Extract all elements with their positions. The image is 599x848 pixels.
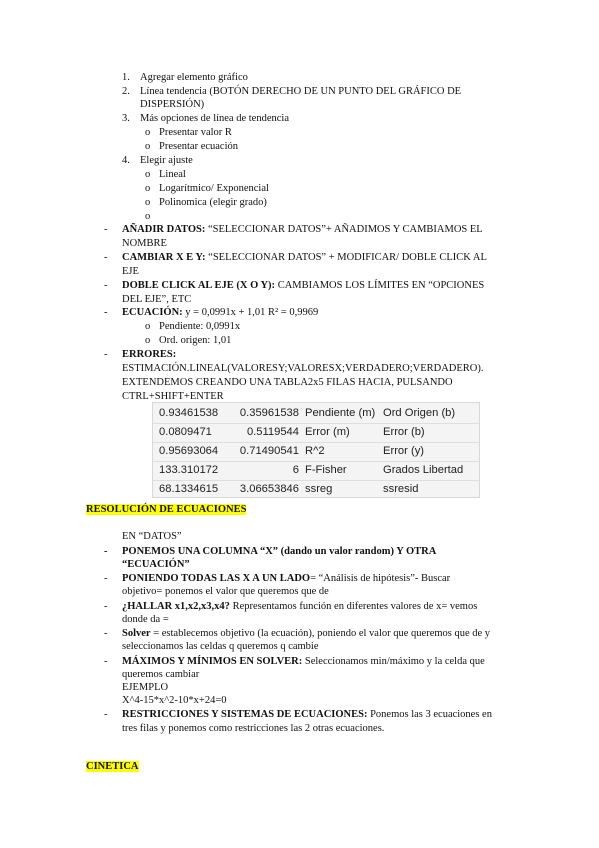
table-cell: 3.06653846	[239, 483, 299, 495]
table-row	[153, 403, 479, 424]
sub-bullet: o	[145, 141, 151, 152]
sub-bullet: o	[145, 169, 151, 180]
table-cell: 0.5119544	[246, 426, 299, 438]
item-text: y = 0,0991x + 1,01 R² = 0,9969	[182, 307, 319, 318]
item-label: DOBLE CLICK AL EJE (X O Y):	[122, 280, 276, 291]
table-cell: R^2	[305, 445, 325, 457]
list-item: Agregar elemento gráfico	[140, 72, 248, 83]
sub-bullet: o	[145, 127, 151, 138]
item-restricciones	[122, 708, 492, 722]
sub-bullet: o	[145, 197, 151, 208]
dash-bullet: -	[104, 573, 108, 584]
table-cell: Ord Origen (b)	[383, 407, 456, 419]
table-cell: 0.35961538	[239, 407, 299, 419]
section-heading-cinetica	[86, 760, 139, 774]
table-cell: 0.71490541	[239, 445, 299, 457]
dash-bullet: -	[104, 656, 108, 667]
item-doble	[122, 279, 484, 293]
item-continuation: donde da =	[122, 614, 169, 625]
item-label: ECUACIÓN:	[122, 307, 183, 318]
example-label: EJEMPLO	[122, 682, 169, 693]
sub-item: Polinomica (elegir grado)	[159, 197, 267, 208]
item-continuation: EJE	[122, 266, 139, 277]
item-label: PONIENDO TODAS LAS X A UN LADO	[122, 573, 311, 584]
item-text: “SELECCIONAR DATOS”+ AÑADIMOS Y CAMBIAMOS EL	[205, 224, 483, 235]
table-cell: 6	[292, 464, 299, 476]
table-cell: ssreg	[305, 483, 333, 495]
table-cell: 0.93461538	[159, 407, 219, 419]
item-ecuacion	[122, 306, 318, 320]
item-continuation: NOMBRE	[122, 238, 167, 249]
item-text: CTRL+SHIFT+ENTER	[122, 391, 224, 402]
sub-item: Presentar valor R	[159, 127, 232, 138]
list-item: Elegir ajuste	[140, 155, 193, 166]
table-cell: Pendiente (m)	[305, 407, 376, 419]
sub-item: Presentar ecuación	[159, 141, 239, 152]
list-number: 1.	[122, 72, 130, 83]
en-datos-label: EN “DATOS”	[122, 531, 182, 542]
item-text: = “Análisis de hipótesis”- Buscar	[310, 573, 451, 584]
table-row	[153, 441, 479, 462]
dash-bullet: -	[104, 546, 108, 557]
item-cambiar	[122, 251, 487, 265]
item-text: ESTIMACIÓN.LINEAL(VALORESY;VALORESX;VERDADERO;VERDADERO).	[122, 363, 484, 374]
item-text: EXTENDEMOS CREANDO UNA TABLA2x5 FILAS HACIA, PULSANDO	[122, 377, 453, 388]
item-poniendo	[122, 572, 450, 586]
table-row	[153, 422, 479, 443]
list-item: Línea tendencia (BOTÓN DERECHO DE UN PUNTO DEL GRÁFICO DE	[140, 86, 462, 97]
list-number: 4.	[122, 155, 130, 166]
sub-bullet: o	[145, 335, 151, 346]
item-label: Solver	[122, 628, 151, 639]
item-continuation: tres filas y ponemos como restricciones las 2 otras ecuaciones.	[122, 723, 385, 734]
spreadsheet-table	[152, 402, 480, 498]
table-cell: Error (b)	[383, 426, 425, 438]
sub-item: Pendiente: 0,0991x	[159, 321, 241, 332]
table-cell: 68.1334615	[159, 483, 219, 495]
table-cell: ssresid	[383, 483, 419, 495]
dash-bullet: -	[104, 628, 108, 639]
table-cell: Grados Libertad	[383, 464, 464, 476]
example-formula: X^4-15*x^2-10*x+24=0	[122, 695, 227, 706]
item-text: Seleccionamos min/máximo y la celda que	[302, 656, 485, 667]
heading-text: CINETICA	[86, 761, 139, 772]
table-row	[153, 460, 479, 481]
sub-item: Lineal	[159, 169, 186, 180]
table-cell: 0.0809471	[159, 426, 212, 438]
dash-bullet: -	[104, 601, 108, 612]
table-row	[153, 479, 479, 499]
item-text: Ponemos las 3 ecuaciones en	[367, 709, 492, 720]
item-anadir	[122, 223, 483, 237]
item-text: CAMBIAMOS LOS LÍMITES EN “OPCIONES	[275, 280, 485, 291]
sub-bullet: o	[145, 211, 151, 222]
sub-item: Logarítmico/ Exponencial	[159, 183, 269, 194]
item-label: CAMBIAR X E Y:	[122, 252, 206, 263]
item-text: “SELECCIONAR DATOS” + MODIFICAR/ DOBLE CLICK AL	[205, 252, 487, 263]
table-cell: 133.310172	[159, 464, 219, 476]
item-ponemos: PONEMOS UNA COLUMNA “X” (dando un valor random) Y OTRA	[122, 546, 437, 557]
item-continuation: objetivo= ponemos el valor que queremos que de	[122, 586, 329, 597]
dash-bullet: -	[104, 349, 108, 360]
item-solver	[122, 627, 490, 641]
item-continuation: queremos cambiar	[122, 669, 200, 680]
dash-bullet: -	[104, 280, 108, 291]
item-hallar	[122, 600, 477, 614]
table-cell: F-Fisher	[305, 464, 347, 476]
item-text: = establecemos objetivo (la ecuación), poniendo el valor que queremos que de y	[150, 628, 491, 639]
dash-bullet: -	[104, 307, 108, 318]
list-item-continuation: DISPERSIÓN)	[140, 99, 205, 110]
sub-item: Ord. origen: 1,01	[159, 335, 232, 346]
sub-bullet: o	[145, 183, 151, 194]
item-continuation: DEL EJE”, ETC	[122, 294, 192, 305]
dash-bullet: -	[104, 224, 108, 235]
item-continuation: seleccionamos las celdas q queremos q cambie	[122, 641, 319, 652]
dash-bullet: -	[104, 252, 108, 263]
item-label: AÑADIR DATOS:	[122, 224, 206, 235]
item-text: Representamos función en diferentes valores de x= vemos	[229, 601, 478, 612]
section-heading-resolucion	[86, 503, 246, 517]
table-cell: Error (y)	[383, 445, 425, 457]
item-label: ERRORES:	[122, 349, 177, 360]
sub-bullet: o	[145, 321, 151, 332]
list-number: 3.	[122, 113, 130, 124]
item-maximos	[122, 655, 485, 669]
dash-bullet: -	[104, 709, 108, 720]
table-cell: 0.95693064	[159, 445, 219, 457]
list-item: Más opciones de línea de tendencia	[140, 113, 289, 124]
heading-text: RESOLUCIÓN DE ECUACIONES	[86, 504, 247, 515]
list-number: 2.	[122, 86, 130, 97]
item-label: RESTRICCIONES Y SISTEMAS DE ECUACIONES:	[122, 709, 368, 720]
item-label: MÁXIMOS Y MÍNIMOS EN SOLVER:	[122, 656, 303, 667]
table-cell: Error (m)	[305, 426, 350, 438]
item-errores	[122, 348, 176, 362]
item-label: ¿HALLAR x1,x2,x3,x4?	[122, 601, 230, 612]
item-continuation: “ECUACIÓN”	[122, 559, 190, 570]
